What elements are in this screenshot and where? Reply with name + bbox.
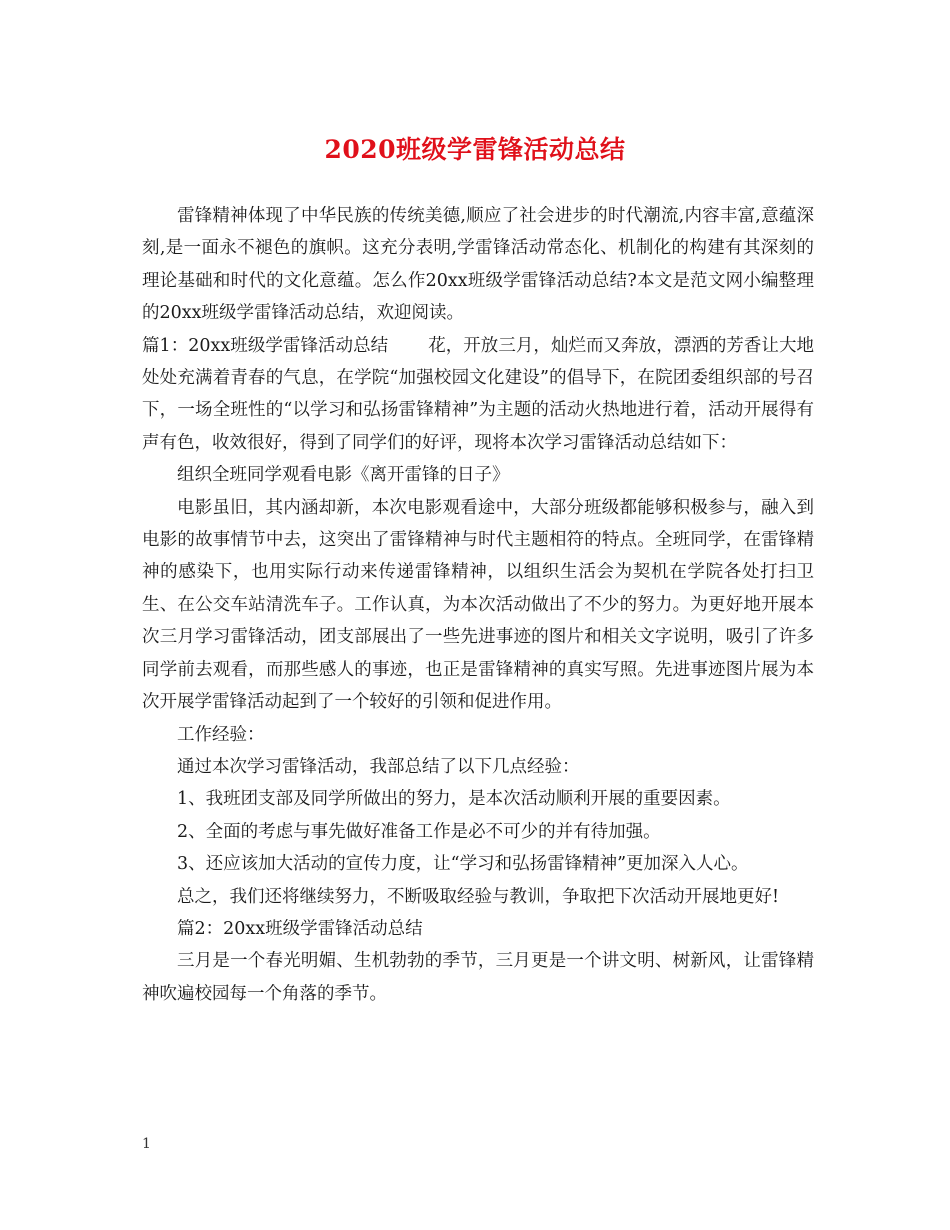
- part2-paragraph: 三月是一个春光明媚、生机勃勃的季节，三月更是一个讲文明、树新风，让雷锋精神吹遍校园每一个角落的季节。: [142, 951, 814, 1004]
- experience-intro: 通过本次学习雷锋活动，我部总结了以下几点经验：: [177, 756, 580, 777]
- experience-item-1: 1、我班团支部及同学所做出的努力，是本次活动顺利开展的重要因素。: [177, 789, 731, 810]
- page-number: 1: [142, 1136, 151, 1152]
- movie-heading: 组织全班同学观看电影《离开雷锋的日子》: [177, 465, 510, 486]
- part2-heading: 篇2：20xx班级学雷锋活动总结: [177, 918, 423, 939]
- document-body: [142, 200, 814, 1010]
- part1-opening: 花，开放三月，灿烂而又奔放，漂洒的芳香让大地处处充满着青春的气息，在学院“加强校园文化建设”的倡导下，在院团委组织部的号召下，一场全班性的“以学习和弘扬雷锋精神”为主题的活动火热地进行着，活动开展得有声有色，收效很好，得到了同学们的好评，现将本次学习雷锋活动总结如下：: [142, 335, 815, 453]
- part1-paragraph: [142, 330, 814, 460]
- part1-heading: 篇1：20xx班级学雷锋活动总结: [142, 335, 389, 356]
- movie-paragraph: 电影虽旧，其内涵却新，本次电影观看途中，大部分班级都能够积极参与，融入到电影的故事情节中去，这突出了雷锋精神与时代主题相符的特点。全班同学，在雷锋精神的感染下，也用实际行动来传递雷锋精神，以组织生活会为契机在学院各处打扫卫生、在公交车站清洗车子。工作认真，为本次活动做出了不少的努力。为更好地开展本次三月学习雷锋活动，团支部展出了一些先进事迹的图片和相关文字说明，吸引了许多同学前去观看，而那些感人的事迹，也正是雷锋精神的真实写照。先进事迹图片展为本次开展学雷锋活动起到了一个较好的引领和促进作用。: [142, 497, 814, 713]
- intro-paragraph: 雷锋精神体现了中华民族的传统美德,顺应了社会进步的时代潮流,内容丰富,意蕴深刻,是一面永不褪色的旗帜。这充分表明,学雷锋活动常态化、机制化的构建有其深刻的理论基础和时代的文化意蕴。怎么作20xx班级学雷锋活动总结?本文是范文网小编整理的20xx班级学雷锋活动总结，欢迎阅读。: [142, 206, 814, 324]
- experience-item-3: 3、还应该加大活动的宣传力度，让“学习和弘扬雷锋精神”更加深入人心。: [177, 854, 749, 875]
- experience-heading: 工作经验：: [177, 724, 265, 745]
- conclusion-paragraph: 总之，我们还将继续努力，不断吸取经验与教训，争取把下次活动开展地更好!: [177, 886, 780, 907]
- experience-item-2: 2、全面的考虑与事先做好准备工作是必不可少的并有待加强。: [177, 821, 661, 842]
- document-title: 2020班级学雷锋活动总结: [324, 135, 626, 164]
